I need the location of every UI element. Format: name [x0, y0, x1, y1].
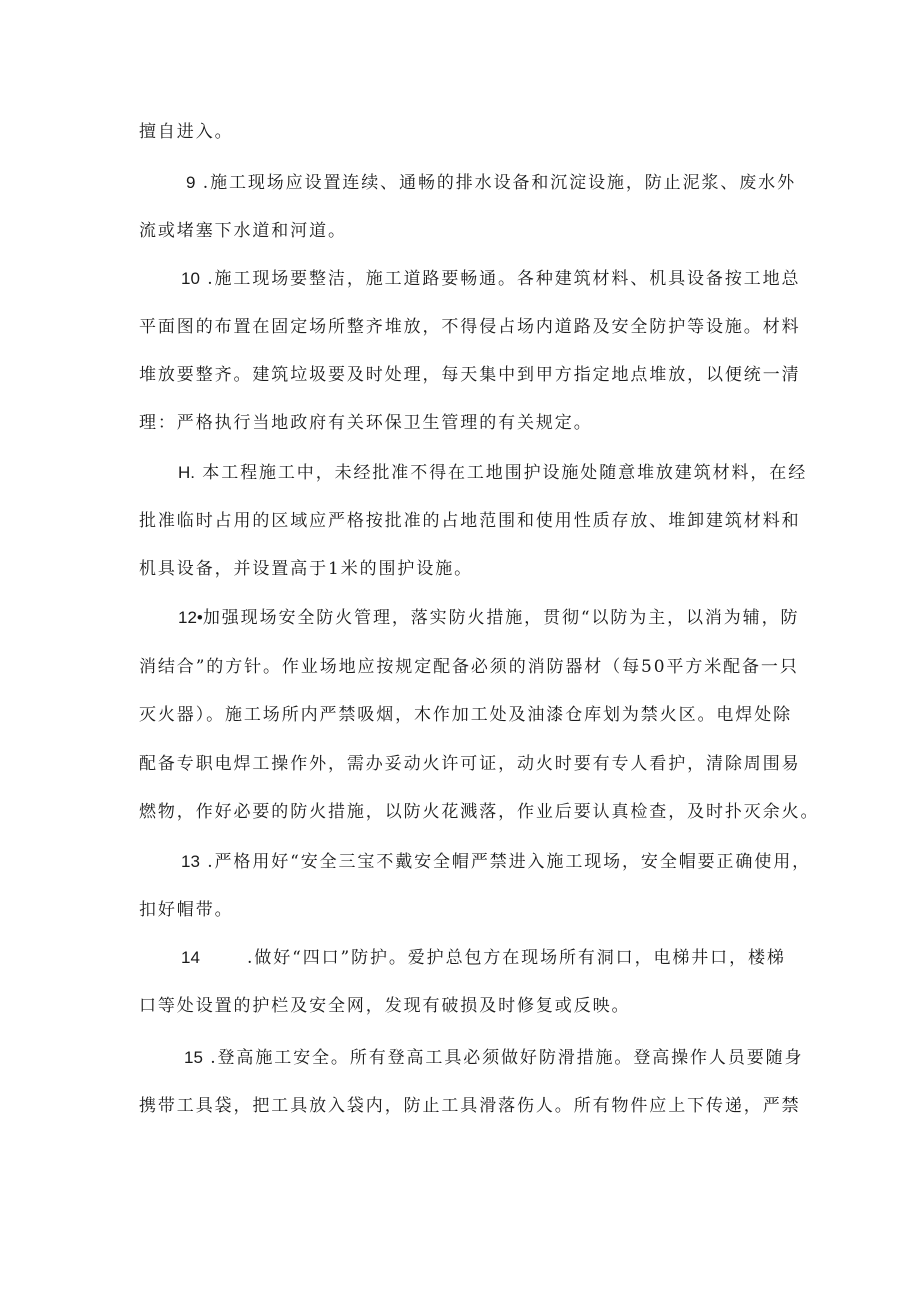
- item-9-line-1: [186, 171, 796, 195]
- item-15-line-1: [184, 1046, 803, 1070]
- text-line: 擅自进入。: [139, 122, 234, 142]
- item-10-line-2: [139, 315, 801, 339]
- text-line: 携带工具袋，把工具放入袋内，防止工具滑落伤人。所有物件应上下传递，严禁: [139, 1096, 801, 1116]
- text-line: 流或堵塞下水道和河道。: [139, 221, 347, 241]
- text-line: 平面图的布置在固定场所整齐堆放，不得侵占场内道路及安全防护等设施。材料: [139, 317, 801, 337]
- item-9-line-2: [139, 219, 347, 243]
- item-number: 13: [181, 852, 200, 871]
- item-11-line-2: [139, 509, 801, 533]
- text-line: .严格用好“安全三宝不戴安全帽严禁进入施工现场，安全帽要正确使用，: [199, 852, 812, 872]
- item-12-line-2: [139, 655, 799, 679]
- item-10-line-1: [181, 267, 800, 291]
- item-number: 12•: [178, 608, 203, 627]
- text-line: 消结合”的方针。作业场地应按规定配备必须的消防器材（每50平方米配备一只: [139, 657, 799, 677]
- text-line: .施工现场应设置连续、通畅的排水设备和沉淀设施，防止泥浆、废水外: [195, 173, 796, 193]
- text-line: 灭火器）。施工场所内严禁吸烟，木作加工处及油漆仓库划为禁火区。电焊处除: [139, 705, 792, 725]
- item-number: 14: [181, 948, 200, 967]
- item-15-line-2: [139, 1094, 801, 1118]
- item-14-line-1: [181, 946, 786, 970]
- text-line: .做好“四口”防护。爱护总包方在现场所有洞口，电梯井口，楼梯: [247, 948, 786, 968]
- item-12-line-3: [139, 703, 792, 727]
- text-line: 批准临时占用的区域应严格按批准的占地范围和使用性质存放、堆卸建筑材料和: [139, 511, 801, 531]
- item-13-line-1: [181, 850, 811, 874]
- item-10-line-3: [139, 363, 801, 387]
- item-11-line-3: [139, 557, 473, 581]
- item-12-line-5: [139, 800, 819, 824]
- item-number: H.: [178, 463, 195, 482]
- item-number: 10: [181, 269, 200, 288]
- text-line: 本工程施工中，未经批准不得在工地围护设施处随意堆放建筑材料，在经: [195, 463, 808, 483]
- text-line: 口等处设置的护栏及安全网，发现有破损及时修复或反映。: [139, 996, 631, 1016]
- text-line: 扣好帽带。: [139, 900, 234, 920]
- item-12-line-1: [178, 606, 799, 630]
- item-14-line-2: [139, 994, 630, 1018]
- text-line: 燃物，作好必要的防火措施，以防火花溅落，作业后要认真检查，及时扑灭余火。: [139, 802, 820, 822]
- item-number: 15: [184, 1048, 203, 1067]
- text-line: 配备专职电焊工操作外，需办妥动火许可证，动火时要有专人看护，清除周围易: [139, 754, 801, 774]
- text-line: .登高施工安全。所有登高工具必须做好防滑措施。登高操作人员要随身: [202, 1048, 804, 1068]
- item-number: 9: [186, 173, 196, 192]
- item-12-line-4: [139, 752, 801, 776]
- text-line: 堆放要整齐。建筑垃圾要及时处理，每天集中到甲方指定地点堆放，以便统一清: [139, 365, 801, 385]
- text-line: .施工现场要整洁，施工道路要畅通。各种建筑材料、机具设备按工地总: [199, 269, 801, 289]
- item-13-line-2: [139, 898, 234, 922]
- item-10-line-4: [139, 411, 593, 435]
- text-line: 理：严格执行当地政府有关环保卫生管理的有关规定。: [139, 413, 593, 433]
- text-line: 机具设备，并设置高于1米的围护设施。: [139, 559, 474, 579]
- text-line: 加强现场安全防火管理，落实防火措施，贯彻“以防为主，以消为辅，防: [202, 608, 800, 628]
- item-11-line-1: [178, 461, 807, 485]
- paragraph-continuation-line: [139, 120, 234, 144]
